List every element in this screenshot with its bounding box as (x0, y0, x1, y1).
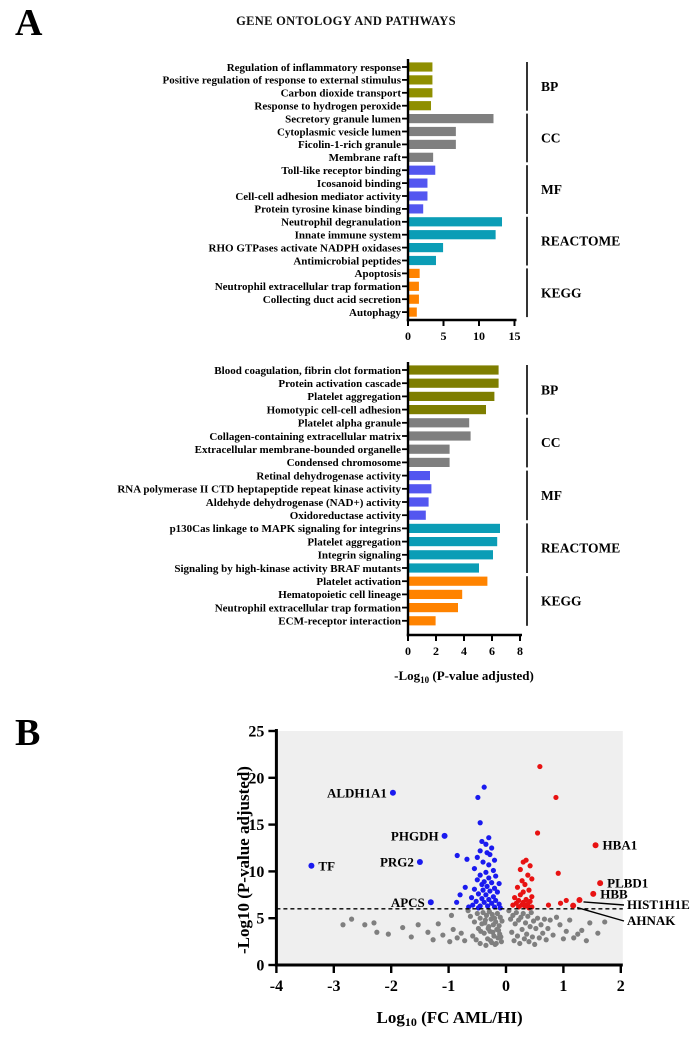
data-point-non-significant (490, 930, 495, 935)
plot-background (276, 731, 622, 965)
data-point-upregulated (518, 867, 523, 872)
data-point-non-significant (537, 935, 542, 940)
data-point-downregulated (486, 835, 491, 840)
data-point-downregulated (476, 905, 481, 910)
category-label: p130Cas linkage to MAPK signaling for integrins (169, 523, 401, 536)
data-point-non-significant (511, 938, 516, 943)
data-point-non-significant (538, 922, 543, 927)
bar (409, 603, 458, 612)
data-point-non-significant (530, 934, 535, 939)
data-point-downregulated (489, 880, 494, 885)
data-point-non-significant (567, 917, 572, 922)
data-point-non-significant (533, 926, 538, 931)
data-point-upregulated (515, 885, 520, 890)
data-point-downregulated (475, 877, 480, 882)
data-point-upregulated (526, 888, 531, 893)
data-point-non-significant (488, 938, 493, 943)
bar (409, 497, 429, 506)
labeled-gene-point (576, 897, 582, 903)
x-tick-label: -4 (269, 978, 284, 995)
bar (409, 418, 469, 427)
category-label: Platelet alpha granule (297, 417, 401, 430)
data-point-non-significant (462, 938, 467, 943)
data-point-downregulated (493, 873, 498, 878)
data-point-downregulated (495, 889, 500, 894)
bar (409, 179, 427, 188)
category-label: Antimicrobial peptides (293, 255, 401, 268)
data-point-downregulated (482, 785, 487, 790)
data-point-downregulated (489, 845, 494, 850)
category-label: Neutrophil extracellular trap formation (214, 281, 401, 294)
bar (409, 204, 423, 213)
bar (409, 217, 502, 226)
category-label: Icosanoid binding (316, 177, 401, 190)
category-label: Extracellular membrane-bounded organelle (194, 444, 401, 456)
data-point-non-significant (499, 939, 504, 944)
data-point-upregulated (521, 859, 526, 864)
x-tick-label: 5 (440, 329, 447, 343)
data-point-upregulated (522, 882, 527, 887)
category-label: Autophagy (349, 306, 401, 319)
bar (409, 563, 479, 572)
category-label: Signaling by high-kinase activity BRAF mutants (174, 562, 401, 575)
data-point-non-significant (474, 937, 479, 942)
go-bar-chart-bottom (0, 360, 697, 705)
data-point-non-significant (496, 928, 501, 933)
category-label: Neutrophil extracellular trap formation (214, 602, 401, 615)
group-label: CC (541, 130, 561, 146)
data-point-non-significant (542, 917, 547, 922)
category-label: Innate immune system (294, 229, 401, 242)
bar (409, 616, 436, 625)
labeled-gene-point (570, 903, 576, 909)
bar (409, 365, 499, 374)
gene-label: AHNAK (627, 913, 676, 928)
category-label: Response to hydrogen peroxide (254, 100, 401, 113)
data-point-non-significant (468, 914, 473, 919)
y-tick-label: 5 (256, 910, 265, 928)
bar (409, 308, 417, 317)
labeled-gene-point (597, 880, 603, 886)
data-point-downregulated (480, 859, 485, 864)
bar (409, 484, 431, 493)
x-tick-label: 8 (517, 644, 523, 658)
bar (409, 405, 486, 414)
labeled-gene-point (308, 863, 314, 869)
y-tick-label: 25 (248, 723, 265, 741)
category-label: ECM-receptor interaction (278, 615, 401, 628)
data-point-upregulated (553, 795, 558, 800)
data-point-non-significant (497, 923, 502, 928)
bar (409, 282, 419, 291)
category-label: Platelet aggregation (307, 536, 401, 549)
data-point-non-significant (478, 941, 483, 946)
data-point-downregulated (454, 900, 459, 905)
data-point-upregulated (525, 873, 530, 878)
data-point-non-significant (409, 934, 414, 939)
data-point-downregulated (484, 884, 489, 889)
data-point-non-significant (340, 922, 345, 927)
x-tick-label: 1 (559, 978, 568, 995)
bar (409, 101, 431, 110)
data-point-non-significant (595, 931, 600, 936)
bar (409, 127, 456, 136)
category-label: RHO GTPases activate NADPH oxidases (208, 242, 401, 255)
bar (409, 153, 433, 162)
data-point-non-significant (540, 931, 545, 936)
category-label: Cytoplasmic vesicle lumen (276, 126, 401, 139)
data-point-downregulated (478, 873, 483, 878)
bar (409, 140, 456, 149)
data-point-non-significant (602, 919, 607, 924)
group-label: REACTOME (541, 233, 621, 249)
data-point-downregulated (487, 888, 492, 893)
gene-label: HIST1H1E (627, 897, 690, 912)
bar (409, 590, 462, 599)
data-point-non-significant (498, 934, 503, 939)
data-point-non-significant (425, 930, 430, 935)
bar (409, 537, 497, 546)
bar (409, 230, 496, 239)
data-point-downregulated (475, 795, 480, 800)
data-point-downregulated (498, 905, 503, 910)
gene-label: PRG2 (379, 854, 414, 870)
data-point-non-significant (386, 932, 391, 937)
bar (409, 88, 432, 97)
data-point-non-significant (349, 917, 354, 922)
data-point-non-significant (548, 917, 553, 922)
category-label: Cell-cell adhesion mediator activity (235, 190, 401, 203)
data-point-non-significant (472, 919, 477, 924)
group-label: REACTOME (541, 540, 621, 556)
x-tick-label: -3 (327, 978, 341, 995)
group-label: BP (541, 78, 559, 94)
data-point-downregulated (486, 862, 491, 867)
category-label: Apoptosis (354, 268, 401, 281)
x-tick-label: 0 (405, 644, 411, 658)
group-label: BP (541, 382, 559, 398)
data-point-non-significant (526, 939, 531, 944)
data-point-downregulated (472, 887, 477, 892)
gene-label: PLBD1 (607, 875, 649, 891)
category-label: Platelet aggregation (307, 391, 401, 404)
data-point-non-significant (523, 920, 528, 925)
category-label: Integrin signaling (317, 549, 401, 562)
x-tick-label: 15 (508, 329, 521, 343)
data-point-non-significant (521, 911, 526, 916)
data-point-non-significant (571, 935, 576, 940)
group-label: KEGG (541, 285, 582, 301)
data-point-non-significant (431, 937, 436, 942)
data-point-non-significant (371, 920, 376, 925)
data-point-non-significant (478, 916, 483, 921)
data-point-non-significant (416, 922, 421, 927)
data-point-non-significant (362, 922, 367, 927)
data-point-downregulated (478, 820, 483, 825)
data-point-downregulated (469, 895, 474, 900)
bar (409, 75, 432, 84)
category-label: Platelet activation (316, 576, 401, 588)
data-point-downregulated (455, 853, 460, 858)
data-point-non-significant (584, 938, 589, 943)
group-label: KEGG (541, 593, 582, 609)
category-label: Positive regulation of response to external stimulus (162, 74, 401, 87)
data-point-non-significant (587, 920, 592, 925)
data-point-non-significant (517, 941, 522, 946)
category-label: Hematopoietic cell lineage (278, 589, 401, 602)
category-label: Membrane raft (328, 152, 401, 165)
data-point-non-significant (564, 929, 569, 934)
category-label: Aldehyde dehydrogenase (NAD+) activity (205, 496, 401, 509)
category-label: Regulation of inflammatory response (226, 61, 401, 74)
x-tick-label: 0 (405, 329, 411, 343)
y-tick-label: 15 (248, 817, 265, 835)
bar (409, 191, 427, 200)
category-label: Retinal dehydrogenase activity (256, 470, 401, 483)
y-tick-label: 20 (248, 770, 265, 788)
bar (409, 445, 450, 454)
data-point-non-significant (475, 911, 480, 916)
bar (409, 577, 487, 586)
data-point-downregulated (483, 892, 488, 897)
category-label: Homotypic cell-cell adhesion (266, 404, 401, 417)
panel-b-letter: B (15, 712, 41, 754)
labeled-gene-point (417, 859, 423, 865)
gene-label: APCS (390, 894, 425, 910)
data-point-non-significant (535, 916, 540, 921)
labeled-gene-point (590, 891, 596, 897)
data-point-non-significant (482, 920, 487, 925)
labeled-gene-point (442, 833, 448, 839)
data-point-upregulated (518, 892, 523, 897)
x-tick-label: -2 (384, 978, 398, 995)
category-label: Protein activation cascade (278, 378, 401, 390)
group-label: MF (541, 182, 562, 198)
category-label: Protein tyrosine kinase binding (254, 203, 401, 216)
data-point-non-significant (486, 926, 491, 931)
figure-title: GENE ONTOLOGY AND PATHWAYS (236, 14, 456, 28)
data-point-upregulated (510, 902, 515, 907)
data-point-non-significant (494, 941, 499, 946)
data-point-non-significant (483, 943, 488, 948)
category-label: Neutrophil degranulation (281, 216, 401, 229)
x-tick-label: 6 (489, 644, 495, 658)
data-point-upregulated (564, 898, 569, 903)
bar (409, 269, 420, 278)
data-point-non-significant (455, 935, 460, 940)
data-point-non-significant (528, 924, 533, 929)
data-point-non-significant (515, 933, 520, 938)
category-label: RNA polymerase II CTD heptapeptide repeat kinase activity (117, 483, 401, 496)
x-tick-label: 4 (461, 644, 467, 658)
data-point-non-significant (374, 930, 379, 935)
category-label: Toll-like receptor binding (281, 165, 401, 177)
data-point-downregulated (491, 868, 496, 873)
labeled-gene-point (593, 842, 599, 848)
data-point-downregulated (457, 892, 462, 897)
data-point-downregulated (475, 855, 480, 860)
data-point-non-significant (561, 936, 566, 941)
group-label: MF (541, 487, 562, 503)
data-point-non-significant (459, 931, 464, 936)
category-label: Blood coagulation, fibrin clot formation (214, 364, 401, 377)
data-point-non-significant (545, 926, 550, 931)
data-point-non-significant (400, 925, 405, 930)
data-point-non-significant (447, 939, 452, 944)
bar (409, 511, 426, 520)
data-point-downregulated (483, 842, 488, 847)
bar (409, 62, 432, 71)
bar (409, 114, 493, 123)
gene-label: HBA1 (602, 837, 638, 853)
data-point-non-significant (440, 932, 445, 937)
x-tick-label: 2 (433, 644, 439, 658)
data-point-non-significant (436, 921, 441, 926)
y-tick-label: 10 (248, 863, 265, 881)
data-point-upregulated (535, 830, 540, 835)
y-tick-label: 0 (256, 957, 265, 975)
bar (409, 392, 494, 401)
category-label: Collecting duct acid secretion (262, 294, 401, 306)
data-point-downregulated (464, 857, 469, 862)
data-point-upregulated (526, 905, 531, 910)
bar (409, 379, 499, 388)
axis-label: Log10 (FC AML/HI) (376, 1008, 523, 1029)
category-label: Collagen-containing extracellular matrix (209, 430, 401, 443)
data-point-non-significant (509, 930, 514, 935)
data-point-downregulated (472, 866, 477, 871)
bar (409, 256, 436, 265)
axis-label: -Log$_{10}$ (P-value adjusted) (394, 668, 534, 685)
bar (409, 471, 430, 480)
category-label: Ficolin-1-rich granule (298, 139, 401, 152)
data-point-non-significant (544, 937, 549, 942)
labeled-gene-point (390, 790, 396, 796)
gene-label: TF (318, 858, 336, 874)
data-point-non-significant (550, 932, 555, 937)
data-point-non-significant (554, 915, 559, 920)
data-point-downregulated (479, 882, 484, 887)
gene-label: ALDH1A1 (326, 785, 387, 801)
bar (409, 166, 435, 175)
data-point-non-significant (529, 910, 534, 915)
x-tick-label: -1 (441, 978, 456, 995)
data-point-non-significant (499, 918, 504, 923)
data-point-upregulated (529, 894, 534, 899)
data-point-downregulated (478, 848, 483, 853)
data-point-non-significant (449, 913, 454, 918)
bar (409, 295, 419, 304)
data-point-non-significant (514, 910, 519, 915)
data-point-non-significant (579, 928, 584, 933)
category-label: Secretory granule lumen (285, 113, 401, 126)
data-point-downregulated (480, 888, 485, 893)
category-label: Carbon dioxide transport (280, 87, 401, 100)
panel-a-letter: A (15, 2, 43, 44)
go-bar-chart-top (0, 55, 697, 355)
data-point-downregulated (476, 891, 481, 896)
data-point-non-significant (451, 927, 456, 932)
data-point-downregulated (463, 885, 468, 890)
data-point-downregulated (492, 858, 497, 863)
volcano-plot (0, 712, 697, 1049)
group-label: CC (541, 435, 561, 451)
data-point-non-significant (478, 929, 483, 934)
x-tick-label: 0 (502, 978, 510, 995)
category-label: Condensed chromosome (286, 457, 401, 470)
x-tick-label: 10 (473, 329, 485, 343)
bar (409, 431, 471, 440)
bar (409, 550, 493, 559)
data-point-upregulated (537, 764, 542, 769)
gene-label: PHGDH (390, 828, 439, 844)
bar (409, 243, 443, 252)
category-label: Oxidoreductase activity (289, 510, 401, 522)
data-point-non-significant (532, 942, 537, 947)
data-point-upregulated (546, 902, 551, 907)
data-point-non-significant (575, 932, 580, 937)
data-point-downregulated (497, 881, 502, 886)
data-point-non-significant (519, 927, 524, 932)
data-point-upregulated (558, 901, 563, 906)
data-point-downregulated (487, 852, 492, 857)
x-tick-label: 2 (616, 978, 625, 995)
data-point-downregulated (486, 875, 491, 880)
data-point-upregulated (556, 871, 561, 876)
y-axis-label: -Log10 (P-value adjusted) (234, 766, 253, 954)
bar (409, 524, 500, 533)
data-point-non-significant (557, 922, 562, 927)
data-point-non-significant (522, 936, 527, 941)
data-point-non-significant (524, 932, 529, 937)
data-point-downregulated (485, 903, 490, 908)
data-point-upregulated (528, 863, 533, 868)
data-point-downregulated (483, 870, 488, 875)
data-point-upregulated (529, 876, 534, 881)
bar (409, 458, 450, 467)
labeled-gene-point (428, 899, 434, 905)
gene-label: HBB (600, 886, 628, 902)
